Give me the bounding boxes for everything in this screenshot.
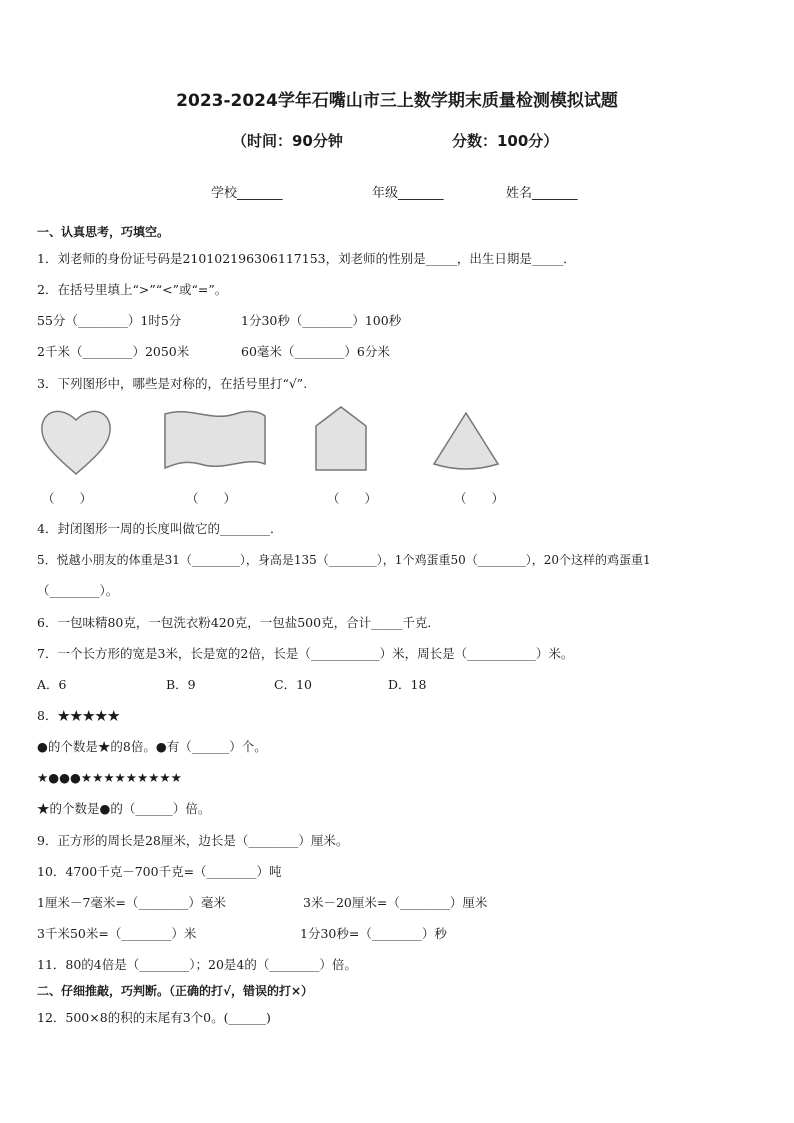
q3-answer-pentagon: （ ） [327, 491, 378, 506]
q10-item-4: 1分30秒=（________）秒 [300, 926, 447, 941]
q8-part-b: ★的个数是●的（______）倍。 [37, 801, 211, 816]
pentagon-shape [311, 404, 371, 474]
q3-answer-flag: （ ） [186, 491, 237, 506]
q7-option-c: C．10 [274, 677, 312, 692]
name-field: 姓名_______ [506, 186, 578, 201]
exam-time: （时间：90分钟 [232, 132, 343, 150]
question-8: 8．★★★★★ [37, 708, 120, 723]
question-5-cont: （________）。 [37, 583, 119, 598]
q8-part-a: ●的个数是★的8倍。●有（______）个。 [37, 739, 267, 754]
question-1: 1．刘老师的身份证号码是210102196306117153，刘老师的性别是_____，出生日期是_____． [37, 251, 576, 266]
q2-item-3: 2千米（________）2050米 [37, 344, 190, 359]
question-4: 4．封闭图形一周的长度叫做它的________． [37, 521, 283, 536]
heart-shape [36, 404, 116, 476]
page-title: 2023-2024学年石嘴山市三上数学期末质量检测模拟试题 [176, 91, 618, 111]
question-9: 9．正方形的周长是28厘米，边长是（________）厘米。 [37, 833, 349, 848]
q7-option-d: D．18 [388, 677, 427, 692]
section-2-heading: 二、仔细推敲，巧判断。（正确的打√，错误的打×） [37, 984, 314, 998]
q7-option-b: B．9 [166, 677, 196, 692]
q2-item-4: 60毫米（________）6分米 [241, 344, 390, 359]
q2-item-1: 55分（________）1时5分 [37, 313, 182, 328]
q10-item-3: 3千米50米=（________）米 [37, 926, 197, 941]
q10-item-1: 1厘米－7毫米=（________）毫米 [37, 895, 226, 910]
question-7: 7．一个长方形的宽是3米，长是宽的2倍，长是（___________）米，周长是（___________）米。 [37, 646, 574, 661]
exam-score: 分数：100分） [452, 132, 559, 150]
sector-shape [430, 410, 502, 472]
section-1-heading: 一、认真思考，巧填空。 [37, 225, 170, 239]
flag-shape [160, 406, 270, 472]
question-3: 3．下列图形中，哪些是对称的，在括号里打“√”. [37, 376, 308, 391]
question-2: 2．在括号里填上“>”“<”或“=”。 [37, 282, 228, 297]
school-field: 学校_______ [211, 186, 283, 201]
q7-option-a: A．6 [37, 677, 67, 692]
question-6: 6．一包味精80克，一包洗衣粉420克，一包盐500克，合计_____千克． [37, 615, 440, 630]
grade-field: 年级_______ [372, 186, 444, 201]
q2-item-2: 1分30秒（________）100秒 [241, 313, 402, 328]
question-11: 11．80的4倍是（________）；20是4的（________）倍。 [37, 957, 357, 972]
q3-answer-heart: （ ） [42, 491, 93, 506]
question-5: 5．悦越小朋友的体重是31（________），身高是135（________），1个鸡蛋重50（________），20个这样的鸡蛋重1 [37, 553, 651, 567]
question-10: 10．4700千克－700千克=（________）吨 [37, 864, 282, 879]
q10-item-2: 3米－20厘米=（________）厘米 [303, 895, 488, 910]
q3-answer-sector: （ ） [454, 491, 505, 506]
q8-symbol-row: ★●●●★★★★★★★★★ [37, 770, 182, 785]
question-12: 12．500×8的积的末尾有3个0。(______) [37, 1010, 271, 1025]
